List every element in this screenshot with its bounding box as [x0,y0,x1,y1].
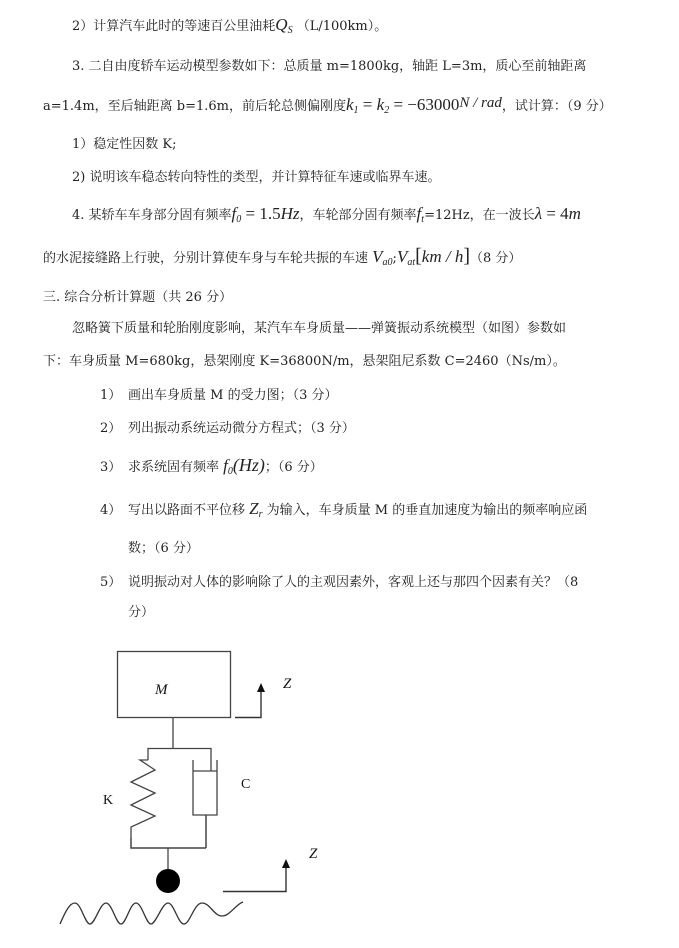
z-bottom-label: Z [309,846,318,862]
q2-item2-suffix: （L/100km）。 [296,19,388,34]
section3-intro-line2: 下：车身质量 M=680kg，悬架刚度 K=36800N/m，悬架阻尼系数 C=2460（Ns/m）。 [43,354,566,369]
section3-item-5-cont: 分） [128,605,155,620]
wheel-icon [156,869,180,893]
q4-va0: $V_{a0}$ [372,247,393,268]
item4-zr: $Z_r$ [249,499,263,520]
section3-item-2: 2） 列出振动系统运动微分方程式；（3 分） [100,421,355,436]
q3-line2: a=1.4m，至后轴距离 b=1.6m，前后轮总侧偏刚度$k_1 = k_2 = -63000N$ / rad，试计算：（9 分） [43,95,612,116]
z-top-label: Z [283,676,292,692]
mass-label: M [155,682,168,698]
damper-icon [193,760,217,848]
upper-crossbar [148,749,211,772]
section3-item-5: 5） 说明振动对人体的影响除了人的主观因素外，客观上还与那四个因素有关？（8 [100,575,579,590]
lower-crossbar [131,838,206,848]
section3-item-3: 3） 求系统固有频率 $f_0(Hz)$；（6 分） [100,455,323,477]
spring-icon [131,760,155,838]
item3-f0: $f_0$ [223,456,233,477]
damper-label: C [241,777,251,792]
body-displacement-arrow-icon [235,683,265,718]
q4-ft: $f_t$ [416,204,425,225]
section3-item-4-cont: 数；（6 分） [128,541,199,556]
spring-label: K [103,793,114,808]
section3-heading: 三. 综合分析计算题（共 26 分） [43,290,233,305]
q4-f0: $f_0$ [231,204,242,225]
q3-k1: $k_1$ [346,95,359,116]
q2-item2-prefix: 2）计算汽车此时的等速百公里油耗 [72,19,276,34]
section3-intro-line1: 忽略簧下质量和轮胎刚度影响，某汽车车身质量——弹簧振动系统模型（如图）参数如 [72,321,567,336]
q4-line2: 的水泥接缝路上行驶，分别计算使车身与车轮共振的车速 $V_{a0};V_{at}[km / h](8$ 分） [43,245,522,268]
q3-line1: 3. 二自由度轿车运动模型参数如下：总质量 m=1800kg，轴距 L=3m，质心至前轴距离 [72,59,587,74]
q4-line1: 4. 某轿车车身部分固有频率$f_0 = 1.5Hz$，车轮部分固有频率$f_t=12Hz$，在一波长λ = 4m [72,204,581,225]
q3-k2: $k_2$ [376,95,390,116]
road-displacement-arrow-icon [223,859,290,892]
section3-item-1: 1） 画出车身质量 M 的受力图；（3 分） [100,388,338,403]
mass-block [118,652,231,718]
q4-vat: $V_{at}$ [396,247,416,268]
q3-item2: 2) 说明该车稳态转向特性的类型，并计算特征车速或临界车速。 [72,170,441,185]
section3-item-4: 4） 写出以路面不平位移 $Z_r$ 为输入，车身质量 M 的垂直加速度为输出的频率响应函 [100,499,588,520]
road-profile-icon [60,902,243,924]
q3-item1: 1）稳定性因数 K; [72,137,177,152]
q2-fuel-symbol: $Q_S$ [275,15,293,36]
